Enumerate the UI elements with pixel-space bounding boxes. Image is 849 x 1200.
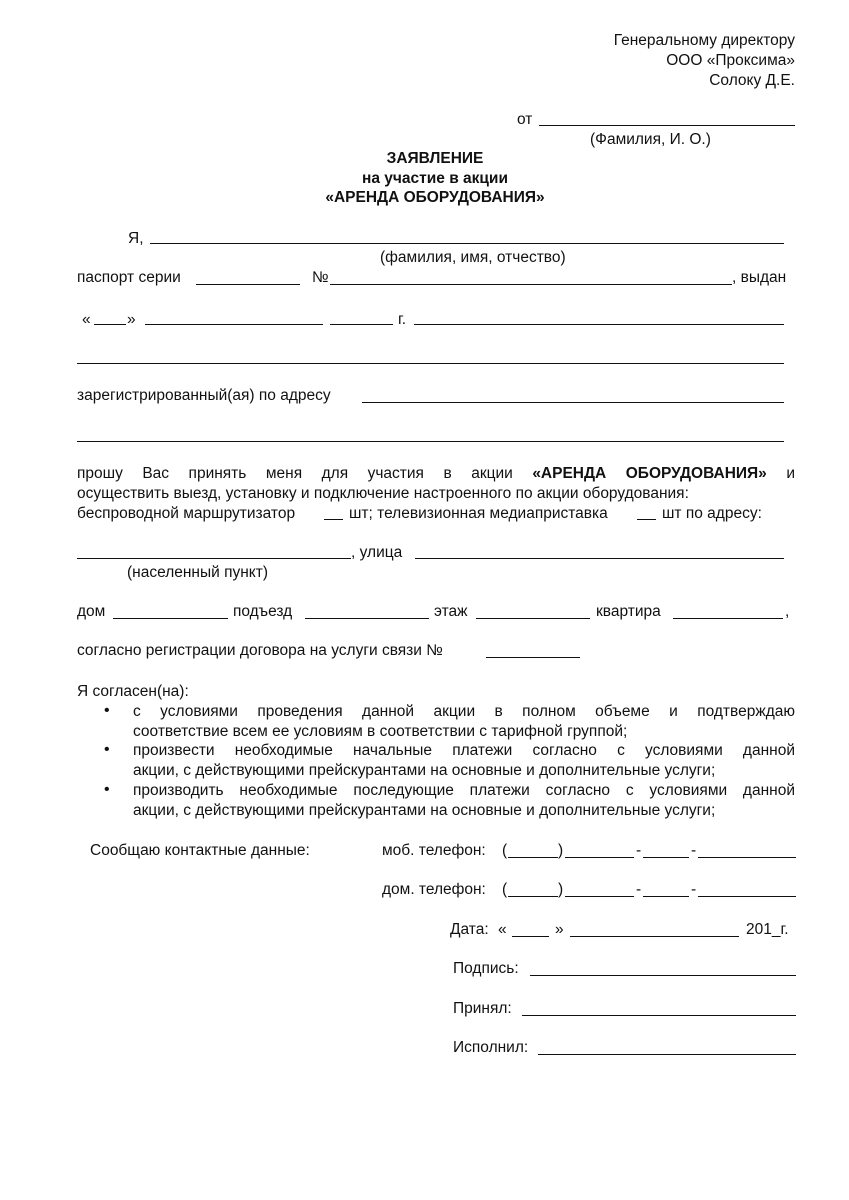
issued-label: , выдан [732,269,787,286]
settop-box-quantity-field[interactable] [637,519,656,520]
date-day-field[interactable] [512,936,549,937]
date-year-suffix: 201_г. [746,921,789,938]
mobile-phone-label: моб. телефон: [382,842,486,859]
date-month-field[interactable] [570,936,739,937]
full-name-field[interactable] [150,243,784,244]
bullet-icon: • [104,702,110,719]
home-number-part-2-field[interactable] [643,896,689,897]
bullet-icon: • [104,741,110,758]
from-label: от [517,111,533,128]
accepted-label: Принял: [453,1000,512,1017]
mobile-area-code-field[interactable] [508,857,558,858]
title-subtitle: на участие в акции [362,170,508,187]
street-field[interactable] [415,558,784,559]
floor-label: этаж [434,603,468,620]
home-dash-2: - [691,881,697,898]
issuer-field[interactable] [414,324,784,325]
request-line-2: осуществить выезд, установку и подключение настроенного по акции оборудования: [77,485,689,502]
router-label: беспроводной маршрутизатор [77,505,296,522]
issue-date-quote-close: » [127,311,136,328]
registration-address-field[interactable] [362,402,784,403]
request-text-conjunction: и [786,465,795,482]
apartment-label: квартира [596,603,661,620]
mobile-dash-2: - [691,842,697,859]
year-label: г. [398,311,407,328]
mobile-number-part-3-field[interactable] [698,857,796,858]
house-field[interactable] [113,618,228,619]
home-paren-open: ( [502,881,508,898]
passport-series-field[interactable] [196,284,300,285]
consent-item-2-line-1: произвести необходимые начальные платежи согласно с условиями данной [133,742,795,759]
floor-field[interactable] [476,618,590,619]
mobile-paren-close: ) [558,842,564,859]
promo-name-inline: «АРЕНДА ОБОРУДОВАНИЯ» [532,465,767,482]
install-address-label: шт по адресу: [662,505,762,522]
consent-heading: Я согласен(на): [77,683,189,700]
registration-address-field-continued[interactable] [77,441,784,442]
apartment-comma: , [785,603,790,620]
page-title: ЗАЯВЛЕНИЕ [386,150,484,167]
issue-date-quote-open: « [82,311,91,328]
contract-number-field[interactable] [486,657,580,658]
home-phone-label: дом. телефон: [382,881,486,898]
mobile-paren-open: ( [502,842,508,859]
passport-number-label: № [312,269,329,286]
home-area-code-field[interactable] [508,896,558,897]
entrance-field[interactable] [305,618,429,619]
signature-field[interactable] [530,975,796,976]
home-number-part-3-field[interactable] [698,896,796,897]
issue-day-field[interactable] [94,324,126,325]
home-number-part-1-field[interactable] [565,896,634,897]
consent-item-1-line-2: соответствие всем ее условиям в соответствии с тарифной группой; [133,723,628,740]
consent-item-3-line-2: акции, с действующими прейскурантами на основные и дополнительные услуги; [133,802,716,819]
mobile-dash-1: - [636,842,642,859]
consent-item-2-line-2: акции, с действующими прейскурантами на основные и дополнительные услуги; [133,762,716,779]
issuer-field-continued[interactable] [77,363,784,364]
issue-month-field[interactable] [145,324,323,325]
mobile-number-part-1-field[interactable] [565,857,634,858]
issue-year-field[interactable] [330,324,393,325]
title-promo-name: «АРЕНДА ОБОРУДОВАНИЯ» [325,189,545,206]
consent-item-1-line-1: с условиями проведения данной акции в полном объеме и подтверждаю [133,703,795,720]
from-name-field[interactable] [539,125,795,126]
settop-box-label: шт; телевизионная медиаприставка [349,505,608,522]
locality-caption: (населенный пункт) [127,564,269,581]
contract-label: согласно регистрации договора на услуги связи № [77,642,443,659]
executor-field[interactable] [538,1054,796,1055]
contacts-label: Сообщаю контактные данные: [90,842,310,859]
passport-number-field[interactable] [330,284,732,285]
addressee-line-2: ООО «Проксима» [666,52,795,69]
apartment-field[interactable] [673,618,783,619]
house-label: дом [77,603,106,620]
home-paren-close: ) [558,881,564,898]
full-name-caption: (фамилия, имя, отчество) [380,249,566,266]
consent-item-3-line-1: производить необходимые последующие платежи согласно с условиями данной [133,782,795,799]
mobile-number-part-2-field[interactable] [643,857,689,858]
request-line-1 [77,466,795,482]
home-dash-1: - [636,881,642,898]
router-quantity-field[interactable] [324,519,343,520]
request-text: прошу Вас принять меня для участия в акции [77,465,513,482]
date-label: Дата: [450,921,489,938]
passport-series-label: паспорт серии [77,269,181,286]
bullet-icon: • [104,781,110,798]
date-quote-open: « [498,921,507,938]
addressee-line-3: Солоку Д.Е. [709,72,795,89]
date-quote-close: » [555,921,564,938]
accepted-by-field[interactable] [522,1015,796,1016]
from-caption: (Фамилия, И. О.) [590,131,711,148]
addressee-line-1: Генеральному директору [613,32,795,49]
executor-label: Исполнил: [453,1039,529,1056]
i-label: Я, [128,230,144,247]
locality-field[interactable] [77,558,351,559]
entrance-label: подъезд [233,603,293,620]
registration-label: зарегистрированный(ая) по адресу [77,387,331,404]
street-label: , улица [351,544,403,561]
signature-label: Подпись: [453,960,519,977]
